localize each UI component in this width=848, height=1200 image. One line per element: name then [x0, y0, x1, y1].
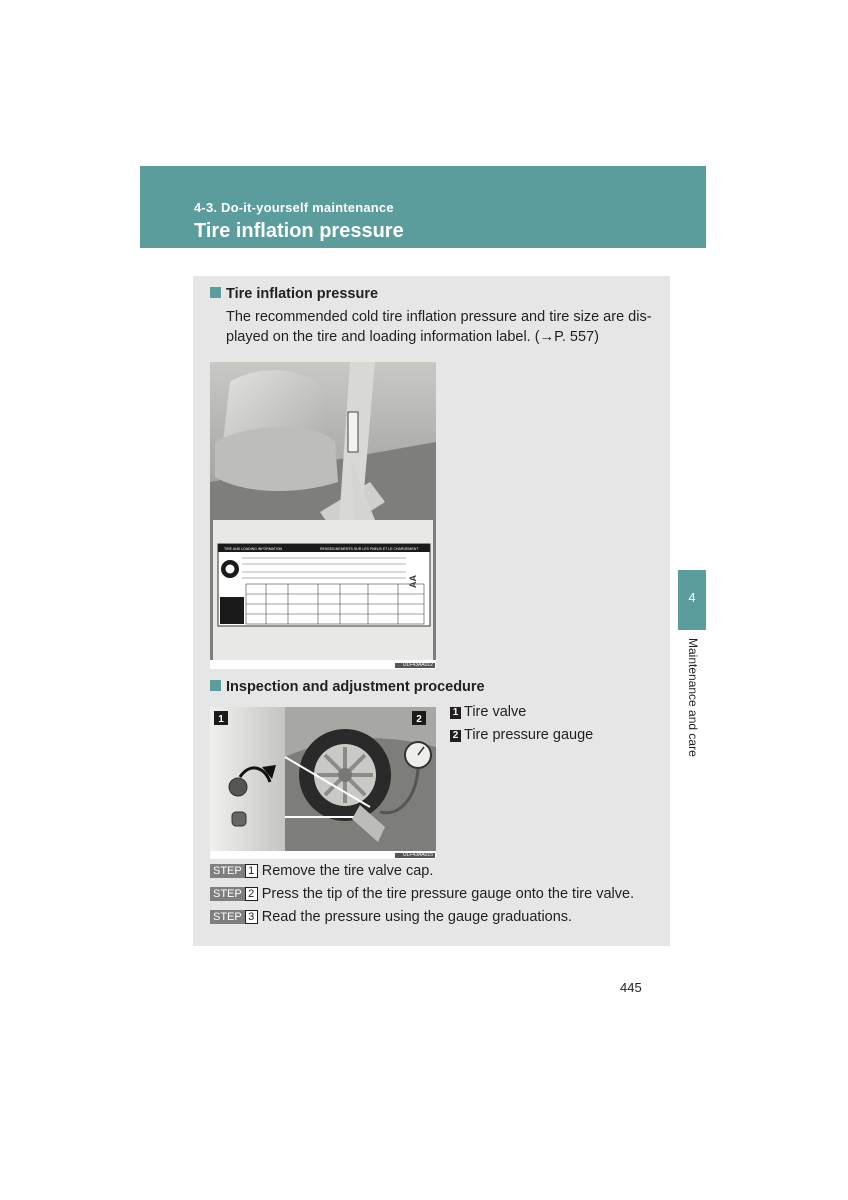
section-title: 4-3. Do-it-yourself maintenance	[194, 200, 394, 215]
step-text: Press the tip of the tire pressure gauge onto the tire valve.	[261, 886, 635, 902]
label-title-right: RENSEIGNEMENTS SUR LES PNEUS ET LE CHARGEMENT	[320, 547, 419, 551]
chapter-tab	[678, 570, 706, 630]
legend-text: Tire pressure gauge	[464, 727, 594, 743]
chapter-number: 4	[688, 590, 696, 605]
subheading-text: Inspection and adjustment procedure	[226, 679, 485, 695]
step-2	[210, 886, 634, 902]
tire-valve-gauge-illustration	[210, 707, 436, 859]
step-text: Remove the tire valve cap.	[261, 863, 434, 879]
chapter-label: Maintenance and care	[686, 638, 700, 757]
legend-number: 2	[450, 730, 461, 742]
page-number: 445	[620, 980, 642, 995]
step-number: 3	[245, 910, 258, 924]
square-bullet-icon	[210, 287, 221, 298]
label-side-text: AA	[408, 575, 418, 588]
subheading-text: Tire inflation pressure	[226, 286, 379, 302]
step-text: Read the pressure using the gauge graduations.	[261, 909, 573, 925]
callout-2: 2	[416, 714, 422, 725]
paragraph-line-1: The recommended cold tire inflation pressure and tire size are dis-	[226, 309, 652, 325]
step-tag: STEP	[210, 910, 245, 924]
car-door-label-illustration	[210, 362, 436, 669]
legend-number: 1	[450, 707, 461, 719]
legend-item	[450, 727, 593, 743]
tire-valve-figure	[210, 707, 436, 859]
step-1	[210, 863, 433, 879]
legend-text: Tire valve	[464, 704, 527, 720]
tire-label-figure	[210, 362, 436, 669]
page-title: Tire inflation pressure	[194, 220, 404, 242]
step-number: 2	[245, 887, 258, 901]
figure-code: ULF43AA012	[402, 662, 433, 668]
subheading-tire-inflation	[210, 286, 378, 302]
step-3	[210, 909, 572, 925]
label-title-left: TIRE AND LOADING INFORMATION	[224, 547, 283, 551]
step-tag: STEP	[210, 864, 245, 878]
step-tag: STEP	[210, 887, 245, 901]
callout-1: 1	[218, 714, 224, 725]
legend-item	[450, 704, 526, 720]
figure-code: ULF43AA015	[402, 852, 433, 858]
subheading-inspection	[210, 679, 485, 695]
chapter-header	[140, 166, 706, 248]
square-bullet-icon	[210, 680, 221, 691]
step-number: 1	[245, 864, 258, 878]
paragraph-line-2: played on the tire and loading information label. (→P. 557)	[226, 329, 599, 345]
